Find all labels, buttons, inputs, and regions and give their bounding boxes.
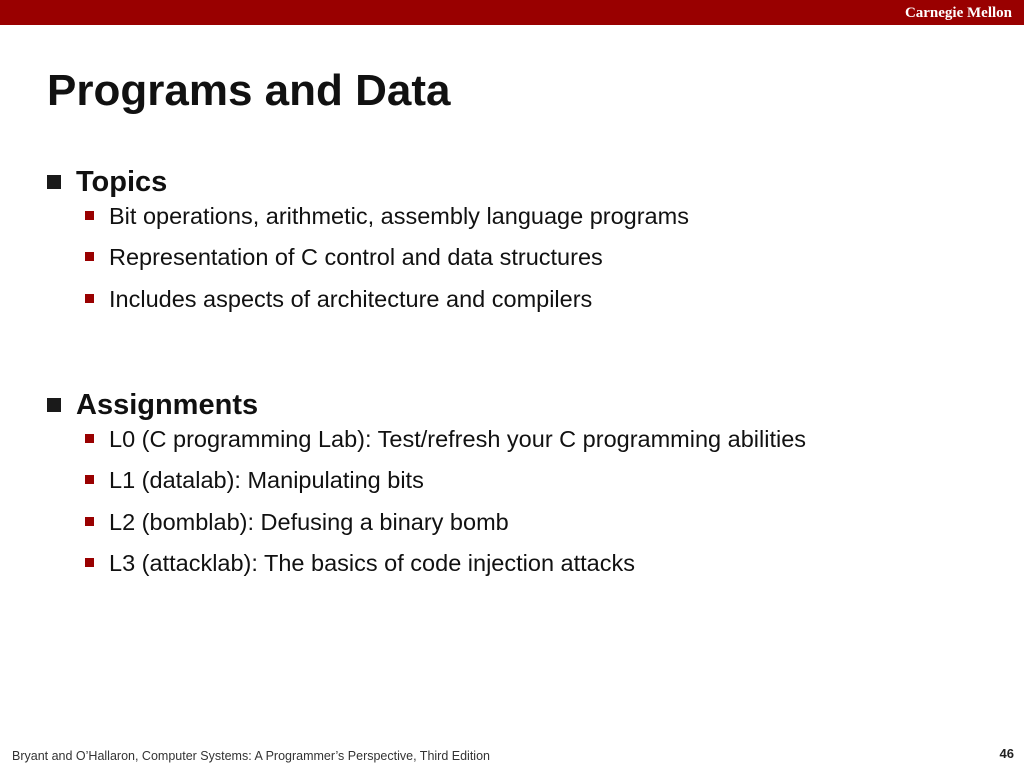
list-item <box>47 465 987 506</box>
list-item <box>47 507 987 548</box>
assignments-list <box>47 424 987 589</box>
section-topics <box>47 163 987 325</box>
list-item-text: Includes aspects of architecture and compilers <box>109 285 593 312</box>
list-item <box>47 201 987 242</box>
bullet-square-icon <box>47 175 61 189</box>
sub-bullet-icon <box>85 558 94 567</box>
list-item-text: Bit operations, arithmetic, assembly language programs <box>109 203 689 229</box>
footer-citation: Bryant and O’Hallaron, Computer Systems: A Programmer’s Perspective, Third Edition <box>12 749 490 763</box>
sub-bullet-icon <box>85 211 94 220</box>
sub-bullet-icon <box>85 475 94 484</box>
list-item-text: L3 (attacklab): The basics of code injection attacks <box>109 549 635 576</box>
sub-bullet-icon <box>85 434 94 443</box>
section-heading: Topics <box>76 166 168 198</box>
list-item-text: L0 (C programming Lab): Test/refresh your C programming abilities <box>109 426 807 452</box>
page-number: 46 <box>999 746 1014 761</box>
list-item-text: Representation of C control and data structures <box>109 244 603 271</box>
list-item <box>47 424 987 465</box>
list-item-text: L1 (datalab): Manipulating bits <box>109 467 424 494</box>
brand-label: Carnegie Mellon <box>904 5 1012 21</box>
topics-list <box>47 201 987 325</box>
section-assignments <box>47 386 987 589</box>
list-item <box>47 284 987 325</box>
section-heading-row <box>47 386 987 424</box>
slide-title: Programs and Data <box>47 66 451 115</box>
list-item <box>47 548 987 589</box>
list-item-text: L2 (bomblab): Defusing a binary bomb <box>109 508 509 535</box>
bullet-square-icon <box>47 398 61 412</box>
list-item <box>47 242 987 283</box>
sub-bullet-icon <box>85 294 94 303</box>
header-bar <box>0 0 1024 25</box>
section-heading-row <box>47 163 987 201</box>
section-heading: Assignments <box>76 389 259 421</box>
sub-bullet-icon <box>85 252 94 261</box>
sub-bullet-icon <box>85 517 94 526</box>
